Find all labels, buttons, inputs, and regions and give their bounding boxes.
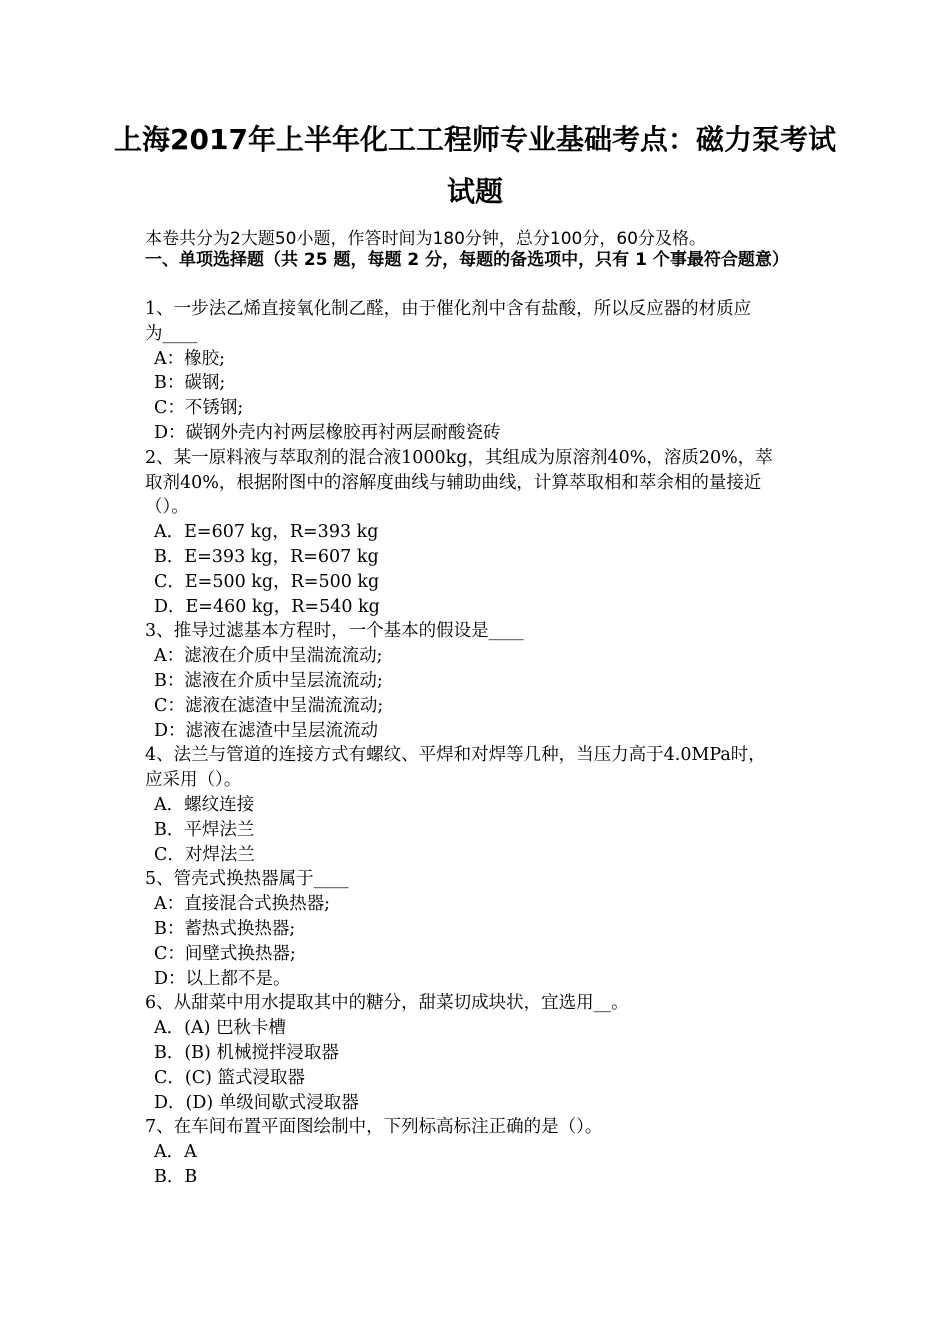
answer-option: C：间壁式换热器; bbox=[154, 943, 296, 964]
question-text: 6、从甜菜中用水提取其中的糖分，甜菜切成块状，宜选用__。 bbox=[145, 993, 629, 1014]
answer-option: A：滤液在介质中呈湍流流动; bbox=[154, 646, 383, 667]
answer-option: B．E=393 kg，R=607 kg bbox=[154, 547, 379, 567]
answer-option: D．E=460 kg，R=540 kg bbox=[154, 596, 380, 617]
document-title-line-2: 试题 bbox=[446, 175, 503, 208]
answer-option: A：橡胶; bbox=[154, 348, 226, 369]
answer-option: A．螺纹连接 bbox=[154, 795, 255, 815]
exam-intro: 本卷共分为2大题50小题，作答时间为180分钟，总分100分，60分及格。 bbox=[145, 229, 706, 249]
question-text-continued: 为____ bbox=[145, 323, 198, 344]
section-heading: 一、单项选择题（共 25 题，每题 2 分，每题的备选项中，只有 1 个事最符合题意） bbox=[145, 250, 789, 270]
answer-option: B：碳钢; bbox=[154, 373, 226, 394]
question-text-continued: （）。 bbox=[145, 497, 189, 518]
answer-option: B：蓄热式换热器; bbox=[154, 919, 296, 939]
answer-option: A：直接混合式换热器; bbox=[154, 894, 331, 915]
answer-option: D：以上都不是。 bbox=[154, 968, 291, 989]
answer-option: B．(B) 机械搅拌浸取器 bbox=[154, 1043, 339, 1063]
question-text-continued: 取剂40%，根据附图中的溶解度曲线与辅助曲线，计算萃取相和萃余相的量接近 bbox=[145, 472, 762, 493]
answer-option: C：滤液在滤渣中呈湍流流动; bbox=[154, 695, 384, 716]
answer-option: B：滤液在介质中呈层流流动; bbox=[154, 671, 383, 691]
answer-option: B．B bbox=[154, 1167, 198, 1187]
answer-option: C．(C) 篮式浸取器 bbox=[154, 1067, 305, 1088]
answer-option: C．对焊法兰 bbox=[154, 844, 255, 865]
question-text: 7、在车间布置平面图绘制中，下列标高标注正确的是（）。 bbox=[145, 1117, 603, 1138]
question-text: 1、一步法乙烯直接氧化制乙醛，由于催化剂中含有盐酸，所以反应器的材质应 bbox=[145, 299, 752, 319]
answer-option: D：碳钢外壳内衬两层橡胶再衬两层耐酸瓷砖 bbox=[154, 423, 501, 443]
answer-option: C．E=500 kg，R=500 kg bbox=[154, 571, 380, 592]
question-text: 3、推导过滤基本方程时，一个基本的假设是____ bbox=[145, 621, 524, 642]
question-text: 2、某一原料液与萃取剂的混合液1000kg，其组成为原溶剂40%，溶质20%，萃 bbox=[145, 447, 773, 468]
document-title-line-1: 上海2017年上半年化工工程师专业基础考点：磁力泵考试 bbox=[114, 123, 836, 156]
answer-option: A．(A) 巴秋卡槽 bbox=[154, 1018, 286, 1039]
answer-option: A．A bbox=[154, 1142, 197, 1163]
answer-option: C：不锈钢; bbox=[154, 398, 244, 419]
answer-option: D．(D) 单级间歇式浸取器 bbox=[154, 1092, 359, 1113]
question-text: 5、管壳式换热器属于____ bbox=[145, 869, 349, 890]
answer-option: A．E=607 kg，R=393 kg bbox=[154, 522, 379, 543]
question-text-continued: 应采用（）。 bbox=[145, 770, 242, 791]
answer-option: B．平焊法兰 bbox=[154, 819, 255, 840]
question-text: 4、法兰与管道的连接方式有螺纹、平焊和对焊等几种，当压力高于4.0MPa时， bbox=[145, 745, 766, 766]
answer-option: D：滤液在滤渣中呈层流流动 bbox=[154, 720, 379, 741]
